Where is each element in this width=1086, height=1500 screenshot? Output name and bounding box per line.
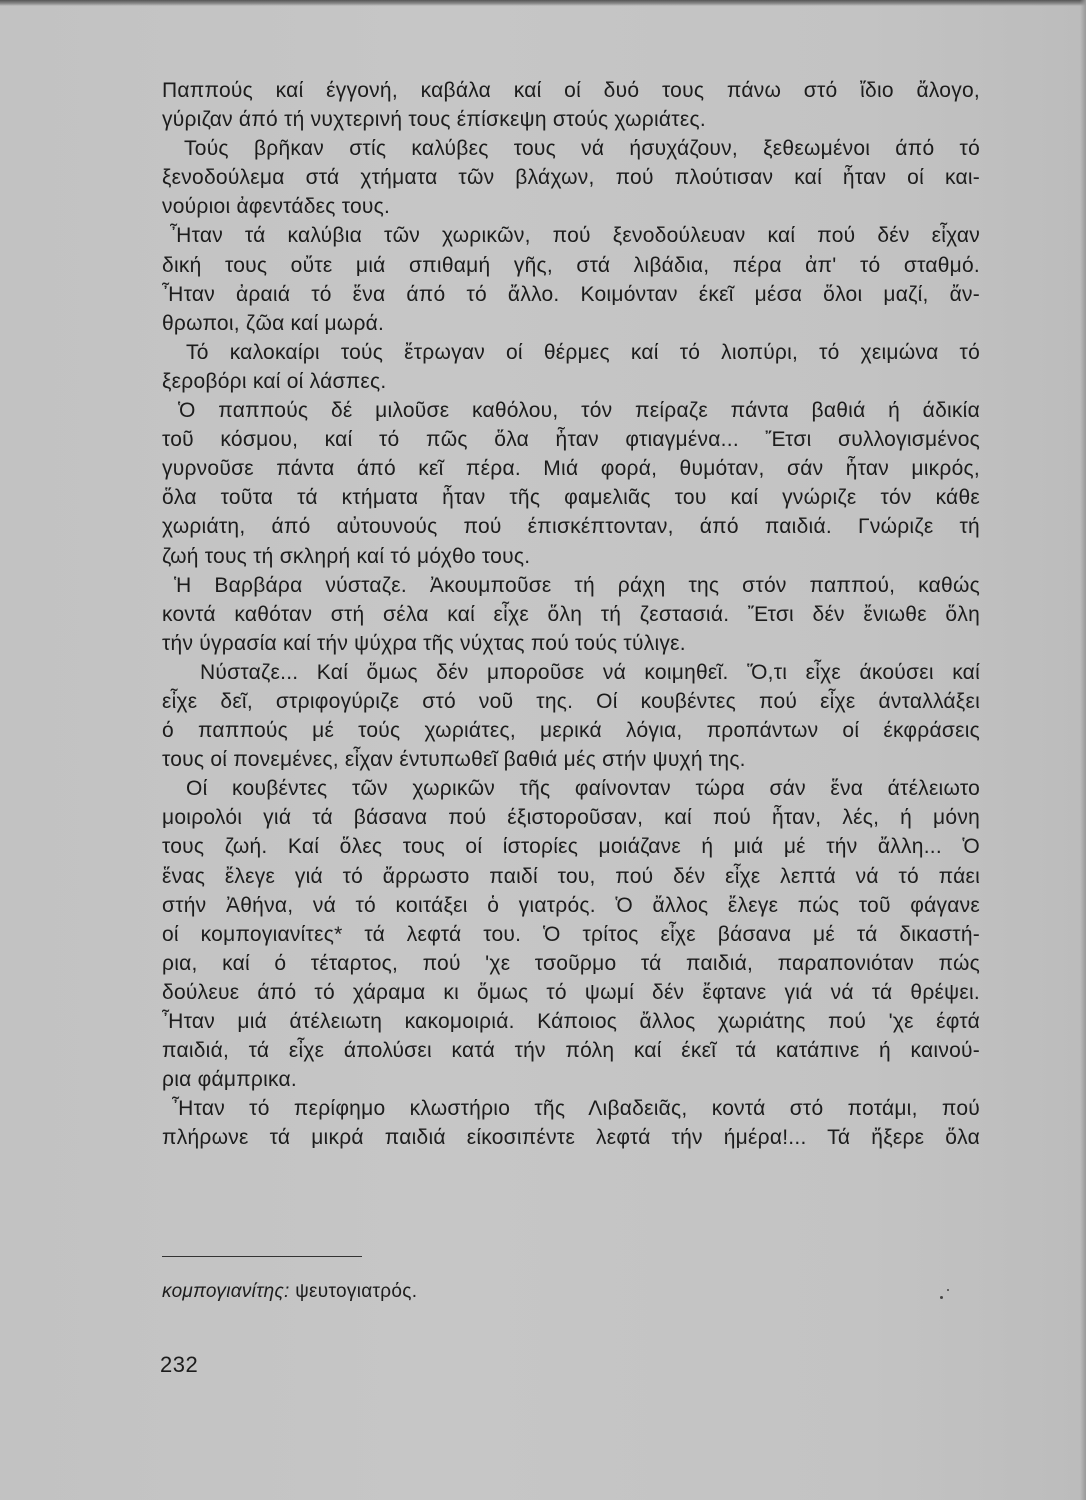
- footnote-divider: [162, 1256, 362, 1257]
- text-line: τους ζωή. Καί ὅλες τους οί ίστορίες μοιάζανε ή μιά μέ τήν ἄλλη... Ὁ: [162, 835, 980, 859]
- footnote-term: κομπογιανίτης:: [162, 1281, 290, 1302]
- text-line: οί κομπογιανίτες* τά λεφτά του. Ὁ τρίτος εἶχε βάσανα μέ τά δικαστή-: [162, 922, 980, 946]
- text-line: Τούς βρῆκαν στίς καλύβες τους νά ήσυχάζουν, ξεθεωμένοι άπό τό: [184, 137, 980, 161]
- body-text: [162, 76, 980, 1152]
- footnote-definition: ψευτογιατρός.: [295, 1281, 418, 1302]
- text-line: Οί κουβέντες τῶν χωρικῶν τῆς φαίνονταν τώρα σάν ἕνα άτέλειωτο: [186, 777, 980, 801]
- text-line: Ἡ Βαρβάρα νύσταζε. Ἀκουμποῦσε τή ράχη της στόν παππού, καθώς: [174, 573, 980, 597]
- text-line: τους οί πονεμένες, εἶχαν έντυπωθεῖ βαθιά μές στήν ψυχή της.: [162, 748, 746, 772]
- text-line: εἶχε δεῖ, στριφογύριζε στό νοῦ της. Οί κουβέντες πού εἶχε άνταλλάξει: [162, 689, 980, 713]
- text-line: ρια, καί ό τέταρτος, πού 'χε τσοῦρμο τά παιδιά, παραπονιόταν πώς: [162, 951, 980, 975]
- text-line: γύριζαν άπό τή νυχτερινή τους έπίσκεψη στούς χωριάτες.: [162, 108, 706, 132]
- text-line: ξενοδούλεμα στά χτήματα τῶν βλάχων, πού πλούτισαν καί ἦταν οί και-: [162, 166, 980, 190]
- text-line: ἕνας ἔλεγε γιά τό ἄρρωστο παιδί του, πού δέν εἶχε λεπτά νά τό πάει: [162, 864, 980, 888]
- page-right-shadow: [1080, 0, 1086, 1500]
- text-line: ὅλα τοῦτα τά κτήματα ἦταν τῆς φαμελιᾶς του καί γνώριζε τόν κάθε: [162, 486, 980, 510]
- page-number: 232: [160, 1352, 199, 1377]
- text-line: πλήρωνε τά μικρά παιδιά είκοσιπέντε λεφτά τήν ήμέρα!... Τά ἤξερε ὅλα: [162, 1126, 980, 1150]
- text-line: μοιρολόι γιά τά βάσανα πού έξιστοροῦσαν, καί πού ἦταν, λές, ή μόνη: [162, 806, 980, 830]
- text-line: Ὁ παππούς δέ μιλοῦσε καθόλου, τόν πείραζε πάντα βαθιά ή άδικία: [178, 399, 980, 423]
- text-line: Τό καλοκαίρι τούς ἔτρωγαν οί θέρμες καί τό λιοπύρι, τό χειμώνα τό: [186, 340, 980, 364]
- text-line: παιδιά, τά εἶχε άπολύσει κατά τήν πόλη καί έκεῖ τά κατάπινε ή καινού-: [162, 1039, 980, 1063]
- text-line: Νύσταζε... Καί ὅμως δέν μποροῦσε νά κοιμηθεῖ. Ὅ,τι εἶχε άκούσει καί: [200, 660, 980, 684]
- text-line: χωριάτη, άπό αὐτουνούς πού έπισκέπτονταν, άπό παιδιά. Γνώριζε τή: [162, 515, 980, 539]
- text-line: κοντά καθόταν στή σέλα καί εἶχε ὅλη τή ζεστασιά. Ἔτσι δέν ἔνιωθε ὅλη: [162, 602, 980, 626]
- footnote: [162, 1281, 417, 1303]
- text-line: ό παππούς μέ τούς χωριάτες, μερικά λόγια, προπάντων οί έκφράσεις: [162, 719, 980, 743]
- page-top-shadow: [0, 0, 1086, 6]
- text-line: τήν ύγρασία καί τήν ψύχρα τῆς νύχτας πού τούς τύλιγε.: [162, 631, 686, 655]
- text-line: δική τους οὔτε μιά σπιθαμή γῆς, στά λιβάδια, πέρα ἀπ' τό σταθμό.: [162, 253, 980, 277]
- text-line: νούριοι ἀφεντάδες τους.: [162, 195, 391, 219]
- text-line: ζωή τους τή σκληρή καί τό μόχθο τους.: [162, 544, 531, 568]
- text-line: Παππούς καί έγγονή, καβάλα καί οί δυό τους πάνω στό ἴδιο ἄλογο,: [162, 79, 980, 102]
- text-line: ξεροβόρι καί οί λάσπες.: [162, 369, 387, 393]
- print-speck: [947, 1289, 949, 1291]
- text-line: θρωποι, ζῶα καί μωρά.: [162, 311, 385, 335]
- text-line: Ἦταν μιά άτέλειωτη κακομοιριά. Κάποιος ἄλλος χωριάτης πού 'χε έφτά: [162, 1010, 980, 1033]
- text-line: Ἦταν ἀραιά τό ἕνα άπό τό ἄλλο. Κοιμόνταν έκεῖ μέσα ὅλοι μαζί, ἄν-: [162, 282, 980, 306]
- text-line: Ἦταν τό περίφημο κλωστήριο τῆς Λιβαδειᾶς, κοντά στό ποτάμι, πού: [172, 1097, 980, 1121]
- text-line: τοῦ κόσμου, καί τό πῶς ὅλα ἦταν φτιαγμένα... Ἔτσι συλλογισμένος: [162, 428, 980, 452]
- text-line: δούλευε άπό τό χάραμα κι ὅμως τό ψωμί δέν ἔφτανε γιά νά τά θρέψει.: [162, 980, 980, 1004]
- text-line: ρια φάμπρικα.: [162, 1068, 298, 1092]
- text-line: στήν Ἀθήνα, νά τό κοιτάξει ὁ γιατρός. Ὁ ἄλλος ἔλεγε πώς τοῦ φάγανε: [162, 893, 980, 917]
- print-speck: [940, 1296, 943, 1299]
- text-line: γυρνοῦσε πάντα άπό κεῖ πέρα. Μιά φορά, θυμόταν, σάν ἦταν μικρός,: [162, 457, 980, 481]
- text-line: Ἦταν τά καλύβια τῶν χωρικῶν, πού ξενοδούλευαν καί πού δέν εἶχαν: [170, 224, 980, 248]
